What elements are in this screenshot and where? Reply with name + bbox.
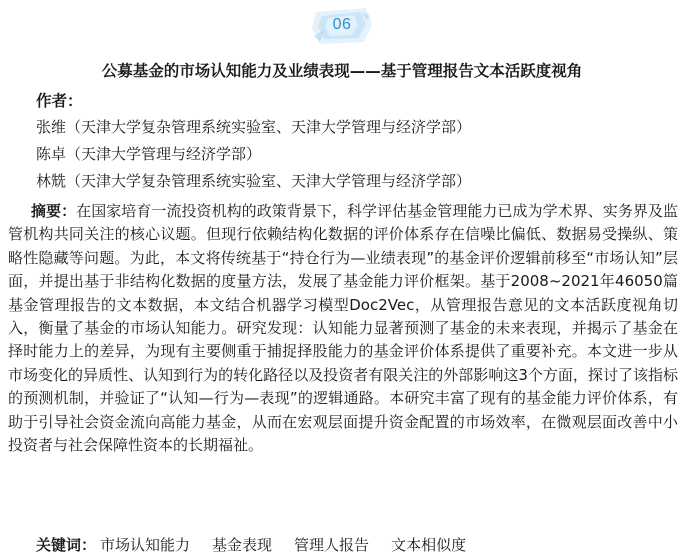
author-name: 陈卓 [36, 145, 67, 163]
abstract-paragraph [8, 200, 678, 457]
author-name: 林兟 [36, 172, 67, 190]
keyword: 市场认知能力 [100, 536, 191, 554]
abstract-label: 摘要： [31, 202, 77, 220]
author-name: 张维 [36, 118, 67, 136]
author-entry [36, 143, 261, 165]
authors-label: 作者： [36, 92, 83, 110]
author-affiliation: （天津大学管理与经济学部） [66, 145, 262, 163]
abstract-text: 在国家培育一流投资机构的政策背景下，科学评估基金管理能力已成为学术界、实务界及监管机构共同关注的核心议题。但现行依赖结构化数据的评价体系存在信噪比偏低、数据易受操纵、策略性隐藏等问题。为此，本文将传统基于“持仓行为—业绩表现”的基金评价逻辑前移至“市场认知”层面，并提出基于非结构化数据的度量方法，发展了基金能力评价框架。基于2008~2021年46050篇基金管理报告的文本数据，本文结合机器学习模型Doc2Vec，从管理报告意见的文本活跃度视角切入，衡量了基金的市场认知能力。研究发现：认知能力显著预测了基金的未来表现，并揭示了基金在择时能力上的差异，为现有主要侧重于捕捉择股能力的基金评价体系提供了重要补充。本文进一步从市场变化的异质性、认知到行为的转化路径以及投资者有限关注的外部影响这3个方面，探讨了该指标的预测机制，并验证了“认知—行为—表现”的逻辑通路。本研究丰富了现有的基金能力评价体系，有助于引导社会资金流向高能力基金，从而在宏观层面提升资金配置的市场效率，在微观层面改善中小投资者与社会保障性资本的长期福祉。 [8, 202, 678, 455]
keywords-line [36, 534, 466, 556]
author-entry [36, 116, 471, 138]
author-entry [36, 170, 471, 192]
keyword: 基金表现 [212, 536, 273, 554]
article-title: 公募基金的市场认知能力及业绩表现——基于管理报告文本活跃度视角 [101, 62, 583, 80]
keyword: 管理人报告 [294, 536, 370, 554]
author-affiliation: （天津大学复杂管理系统实验室、天津大学管理与经济学部） [66, 172, 472, 190]
keyword: 文本相似度 [391, 536, 467, 554]
section-number-badge [306, 6, 378, 46]
section-number: 06 [332, 16, 352, 33]
keywords-label: 关键词： [36, 536, 97, 554]
author-affiliation: （天津大学复杂管理系统实验室、天津大学管理与经济学部） [66, 118, 472, 136]
